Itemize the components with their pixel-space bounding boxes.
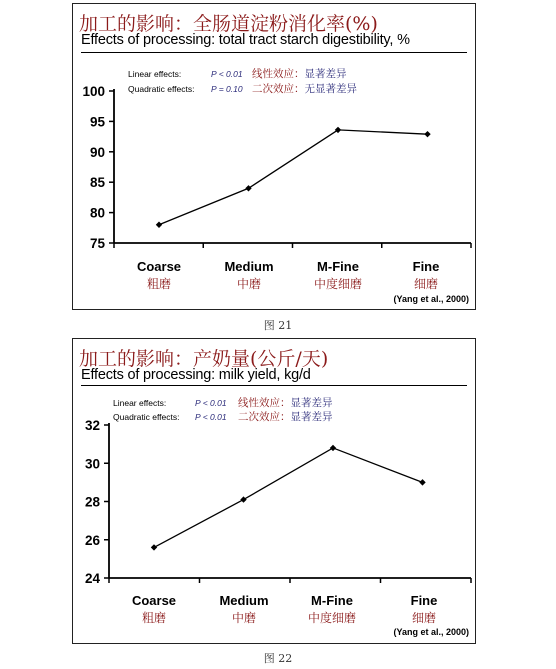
series-line [159, 130, 428, 225]
linear-effects-cn: 线性效应：显著差异 [238, 397, 333, 409]
linear-effects-p: P < 0.01 [195, 398, 227, 408]
y-tick-label: 100 [82, 84, 105, 99]
y-tick-label: 24 [84, 571, 100, 586]
linear-effects-label: Linear effects: [113, 398, 167, 408]
source-citation: (Yang et al., 2000) [393, 294, 469, 304]
data-point [330, 445, 336, 451]
x-category-m-fine: M-Fine 中度细磨 [307, 593, 356, 625]
data-point [424, 131, 430, 137]
x-category-medium: Medium 中磨 [224, 259, 274, 291]
y-tick-label: 75 [89, 236, 105, 251]
x-category-medium: Medium 中磨 [219, 593, 269, 625]
y-tick-label: 26 [84, 532, 100, 548]
x-category-fine: Fine 细磨 [412, 259, 440, 291]
source-citation: (Yang et al., 2000) [393, 627, 469, 637]
linear-effects-label: Linear effects: [128, 69, 182, 79]
data-point [419, 479, 425, 485]
x-category-coarse: Coarse 粗磨 [131, 593, 177, 625]
y-tick-label: 95 [89, 114, 105, 130]
y-tick-label: 90 [89, 144, 105, 160]
x-category-fine: Fine 细磨 [410, 593, 438, 625]
data-point [245, 185, 251, 191]
x-category-coarse: Coarse 粗磨 [136, 259, 182, 291]
chart-title-cn: 加工的影响：产奶量(公斤/天) [79, 348, 329, 370]
quadratic-effects-p: P < 0.01 [195, 412, 227, 422]
y-tick-label: 30 [84, 456, 100, 472]
y-tick-label: 80 [89, 205, 105, 221]
chart-title: Effects of processing: milk yield, kg/d [81, 367, 311, 383]
chart-panel-milk [72, 338, 476, 644]
figure-caption-21: 图 21 [263, 319, 293, 332]
chart-panel-starch [72, 3, 476, 310]
linear-effects-cn: 线性效应：显著差异 [252, 68, 347, 80]
series-line [154, 448, 423, 547]
data-point [335, 127, 341, 133]
chart-title-cn: 加工的影响：全肠道淀粉消化率(%) [79, 13, 378, 35]
chart-title: Effects of processing: total tract starch digestibility, % [81, 32, 410, 48]
quadratic-effects-cn: 二次效应：无显著差异 [252, 83, 357, 95]
linear-effects-p: P < 0.01 [211, 69, 243, 79]
figure-caption-22: 图 22 [263, 652, 293, 665]
data-point [240, 496, 246, 502]
x-category-m-fine: M-Fine 中度细磨 [313, 259, 362, 291]
quadratic-effects-label: Quadratic effects: [128, 84, 195, 94]
data-point [151, 544, 157, 550]
data-point [156, 222, 162, 228]
quadratic-effects-label: Quadratic effects: [113, 412, 180, 422]
quadratic-effects-cn: 二次效应：显著差异 [238, 411, 333, 423]
y-tick-label: 32 [84, 418, 100, 433]
quadratic-effects-p: P = 0.10 [211, 84, 243, 94]
y-tick-label: 85 [89, 175, 105, 191]
y-tick-label: 28 [84, 494, 100, 510]
